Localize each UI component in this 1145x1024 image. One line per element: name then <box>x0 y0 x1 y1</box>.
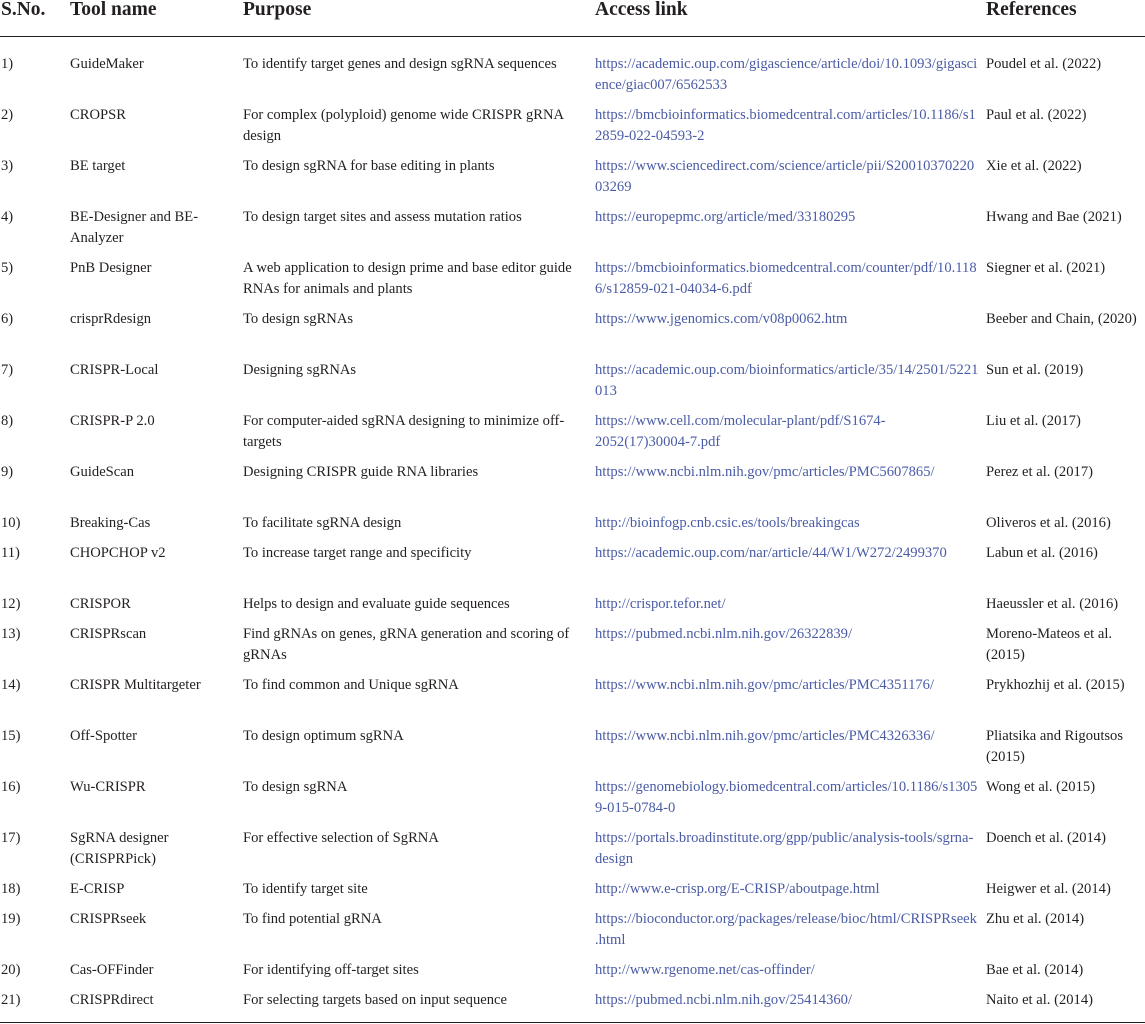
access-link[interactable]: https://europepmc.org/article/med/33180295 <box>595 209 856 225</box>
access-link-cell <box>595 828 986 879</box>
access-link[interactable]: https://academic.oup.com/gigascience/article/doi/10.1093/gigascience/giac007/6562533 <box>595 56 978 93</box>
tool-name-cell: CHOPCHOP v2 <box>70 545 166 561</box>
reference-cell: Poudel et al. (2022) <box>986 56 1102 72</box>
access-link[interactable]: https://academic.oup.com/nar/article/44/W1/W272/2499370 <box>595 545 947 561</box>
access-link-cell <box>595 156 986 207</box>
purpose-cell: For computer-aided sgRNA designing to minimize off-targets <box>243 413 565 450</box>
table-row <box>0 462 1145 513</box>
access-link-cell <box>595 879 986 909</box>
sno-cell: 8) <box>1 413 14 429</box>
reference-cell: Doench et al. (2014) <box>986 830 1106 846</box>
access-link[interactable]: https://bmcbioinformatics.biomedcentral.com/articles/10.1186/s12859-022-04593-2 <box>595 107 976 144</box>
tool-name-cell: SgRNA designer (CRISPRPick) <box>70 830 169 867</box>
access-link-cell <box>595 37 986 106</box>
reference-cell: Paul et al. (2022) <box>986 107 1087 123</box>
purpose-cell: For effective selection of SgRNA <box>243 830 439 846</box>
reference-cell: Hwang and Bae (2021) <box>986 209 1122 225</box>
header-sno: S.No. <box>0 0 70 37</box>
reference-cell: Naito et al. (2014) <box>986 992 1093 1008</box>
tool-name-cell: CRISPOR <box>70 596 131 612</box>
access-link-cell <box>595 675 986 726</box>
purpose-cell: Designing sgRNAs <box>243 362 357 378</box>
reference-cell: Heigwer et al. (2014) <box>986 881 1111 897</box>
purpose-cell: To design sgRNA for base editing in plants <box>243 158 495 174</box>
access-link[interactable]: http://www.rgenome.net/cas-offinder/ <box>595 962 815 978</box>
sno-cell: 1) <box>1 56 14 72</box>
sno-cell: 5) <box>1 260 14 276</box>
access-link-cell <box>595 909 986 960</box>
access-link-cell <box>595 360 986 411</box>
purpose-cell: To find common and Unique sgRNA <box>243 677 459 693</box>
reference-cell: Zhu et al. (2014) <box>986 911 1085 927</box>
access-link-cell <box>595 990 986 1020</box>
reference-cell: Liu et al. (2017) <box>986 413 1081 429</box>
access-link[interactable]: https://www.ncbi.nlm.nih.gov/pmc/articles/PMC4351176/ <box>595 677 935 693</box>
tool-name-cell: Breaking-Cas <box>70 515 151 531</box>
tool-name-cell: CRISPRscan <box>70 626 147 642</box>
tool-name-cell: GuideMaker <box>70 56 144 72</box>
access-link-cell <box>595 411 986 462</box>
sno-cell: 7) <box>1 362 14 378</box>
table-row <box>0 360 1145 411</box>
table-bottom-rule <box>0 1022 1145 1023</box>
access-link-cell <box>595 543 986 594</box>
access-link[interactable]: https://academic.oup.com/bioinformatics/article/35/14/2501/5221013 <box>595 362 979 399</box>
access-link[interactable]: https://www.sciencedirect.com/science/article/pii/S2001037022003269 <box>595 158 975 195</box>
sno-cell: 19) <box>1 911 21 927</box>
access-link[interactable]: https://bmcbioinformatics.biomedcentral.com/counter/pdf/10.1186/s12859-021-04034-6.pdf <box>595 260 977 297</box>
tool-name-cell: GuideScan <box>70 464 135 480</box>
access-link[interactable]: http://crispor.tefor.net/ <box>595 596 726 612</box>
table-row <box>0 309 1145 360</box>
sno-cell: 18) <box>1 881 21 897</box>
access-link-cell <box>595 624 986 675</box>
sno-cell: 10) <box>1 515 21 531</box>
reference-cell: Siegner et al. (2021) <box>986 260 1106 276</box>
purpose-cell: To facilitate sgRNA design <box>243 515 402 531</box>
access-link-cell <box>595 777 986 828</box>
access-link-cell <box>595 207 986 258</box>
sno-cell: 17) <box>1 830 21 846</box>
access-link-cell <box>595 309 986 360</box>
reference-cell: Moreno-Mateos et al. (2015) <box>986 626 1113 663</box>
sno-cell: 21) <box>1 992 21 1008</box>
tool-name-cell: Off-Spotter <box>70 728 138 744</box>
sno-cell: 9) <box>1 464 14 480</box>
sno-cell: 4) <box>1 209 14 225</box>
header-access-link: Access link <box>595 0 986 37</box>
access-link[interactable]: https://pubmed.ncbi.nlm.nih.gov/26322839/ <box>595 626 853 642</box>
tool-name-cell: E-CRISP <box>70 881 125 897</box>
access-link[interactable]: http://bioinfogp.cnb.csic.es/tools/breakingcas <box>595 515 860 531</box>
sno-cell: 2) <box>1 107 14 123</box>
purpose-cell: To design optimum sgRNA <box>243 728 404 744</box>
access-link[interactable]: https://www.cell.com/molecular-plant/pdf/S1674-2052(17)30004-7.pdf <box>595 413 886 450</box>
purpose-cell: For complex (polyploid) genome wide CRISPR gRNA design <box>243 107 564 144</box>
sno-cell: 15) <box>1 728 21 744</box>
table-row <box>0 828 1145 879</box>
tool-name-cell: CRISPR-P 2.0 <box>70 413 155 429</box>
table-row <box>0 624 1145 675</box>
table-row <box>0 207 1145 258</box>
tool-name-cell: CRISPRseek <box>70 911 147 927</box>
table-row <box>0 105 1145 156</box>
access-link[interactable]: https://genomebiology.biomedcentral.com/articles/10.1186/s13059-015-0784-0 <box>595 779 978 816</box>
access-link[interactable]: http://www.e-crisp.org/E-CRISP/aboutpage.html <box>595 881 880 897</box>
reference-cell: Haeussler et al. (2016) <box>986 596 1119 612</box>
tool-name-cell: PnB Designer <box>70 260 152 276</box>
access-link[interactable]: https://pubmed.ncbi.nlm.nih.gov/25414360/ <box>595 992 853 1008</box>
reference-cell: Bae et al. (2014) <box>986 962 1084 978</box>
purpose-cell: To find potential gRNA <box>243 911 382 927</box>
table-row <box>0 726 1145 777</box>
purpose-cell: To identify target genes and design sgRNA sequences <box>243 56 557 72</box>
sno-cell: 12) <box>1 596 21 612</box>
purpose-cell: To design sgRNAs <box>243 311 354 327</box>
table-body <box>0 37 1145 1021</box>
purpose-cell: Helps to design and evaluate guide sequences <box>243 596 510 612</box>
purpose-cell: For selecting targets based on input sequence <box>243 992 507 1008</box>
access-link-cell <box>595 462 986 513</box>
table-row <box>0 513 1145 543</box>
tool-name-cell: CRISPR-Local <box>70 362 159 378</box>
access-link-cell <box>595 513 986 543</box>
reference-cell: Labun et al. (2016) <box>986 545 1098 561</box>
table-row <box>0 258 1145 309</box>
sno-cell: 11) <box>1 545 20 561</box>
reference-cell: Wong et al. (2015) <box>986 779 1096 795</box>
tool-name-cell: Cas-OFFinder <box>70 962 154 978</box>
purpose-cell: To identify target site <box>243 881 368 897</box>
sno-cell: 20) <box>1 962 21 978</box>
reference-cell: Xie et al. (2022) <box>986 158 1082 174</box>
purpose-cell: For identifying off-target sites <box>243 962 419 978</box>
table-row <box>0 909 1145 960</box>
tool-name-cell: Wu-CRISPR <box>70 779 146 795</box>
purpose-cell: A web application to design prime and base editor guide RNAs for animals and plants <box>243 260 572 297</box>
reference-cell: Prykhozhij et al. (2015) <box>986 677 1125 693</box>
tool-name-cell: CRISPR Multitargeter <box>70 677 201 693</box>
reference-cell: Sun et al. (2019) <box>986 362 1084 378</box>
table-row <box>0 990 1145 1020</box>
access-link[interactable]: https://www.ncbi.nlm.nih.gov/pmc/articles/PMC4326336/ <box>595 728 935 744</box>
table-row <box>0 777 1145 828</box>
access-link[interactable]: https://bioconductor.org/packages/release/bioc/html/CRISPRseek.html <box>595 911 977 948</box>
table-row <box>0 156 1145 207</box>
header-row <box>0 0 1145 37</box>
access-link-cell <box>595 258 986 309</box>
tool-name-cell: CRISPRdirect <box>70 992 154 1008</box>
sno-cell: 14) <box>1 677 21 693</box>
table-row <box>0 411 1145 462</box>
sno-cell: 3) <box>1 158 14 174</box>
tool-name-cell: BE-Designer and BE-Analyzer <box>70 209 199 246</box>
access-link-cell <box>595 594 986 624</box>
table-row <box>0 37 1145 106</box>
sno-cell: 13) <box>1 626 21 642</box>
reference-cell: Perez et al. (2017) <box>986 464 1093 480</box>
header-purpose: Purpose <box>243 0 595 37</box>
purpose-cell: Designing CRISPR guide RNA libraries <box>243 464 479 480</box>
purpose-cell: To design target sites and assess mutation ratios <box>243 209 522 225</box>
access-link-cell <box>595 105 986 156</box>
access-link-cell <box>595 726 986 777</box>
purpose-cell: Find gRNAs on genes, gRNA generation and scoring of gRNAs <box>243 626 570 663</box>
reference-cell: Oliveros et al. (2016) <box>986 515 1111 531</box>
purpose-cell: To increase target range and specificity <box>243 545 472 561</box>
tool-name-cell: CROPSR <box>70 107 126 123</box>
header-references: References <box>986 0 1145 37</box>
reference-cell: Pliatsika and Rigoutsos (2015) <box>986 728 1124 765</box>
access-link-cell <box>595 960 986 990</box>
tool-name-cell: BE target <box>70 158 126 174</box>
sno-cell: 6) <box>1 311 14 327</box>
access-link[interactable]: https://www.jgenomics.com/v08p0062.htm <box>595 311 848 327</box>
header-tool-name: Tool name <box>70 0 243 37</box>
tool-name-cell: crisprRdesign <box>70 311 152 327</box>
table-row <box>0 675 1145 726</box>
table-header <box>0 0 1145 37</box>
reference-cell: Beeber and Chain, (2020) <box>986 311 1137 327</box>
table-row <box>0 594 1145 624</box>
table-row <box>0 960 1145 990</box>
sno-cell: 16) <box>1 779 21 795</box>
table-row <box>0 543 1145 594</box>
access-link[interactable]: https://www.ncbi.nlm.nih.gov/pmc/articles/PMC5607865/ <box>595 464 935 480</box>
purpose-cell: To design sgRNA <box>243 779 348 795</box>
access-link[interactable]: https://portals.broadinstitute.org/gpp/public/analysis-tools/sgrna-design <box>595 830 974 867</box>
table-row <box>0 879 1145 909</box>
